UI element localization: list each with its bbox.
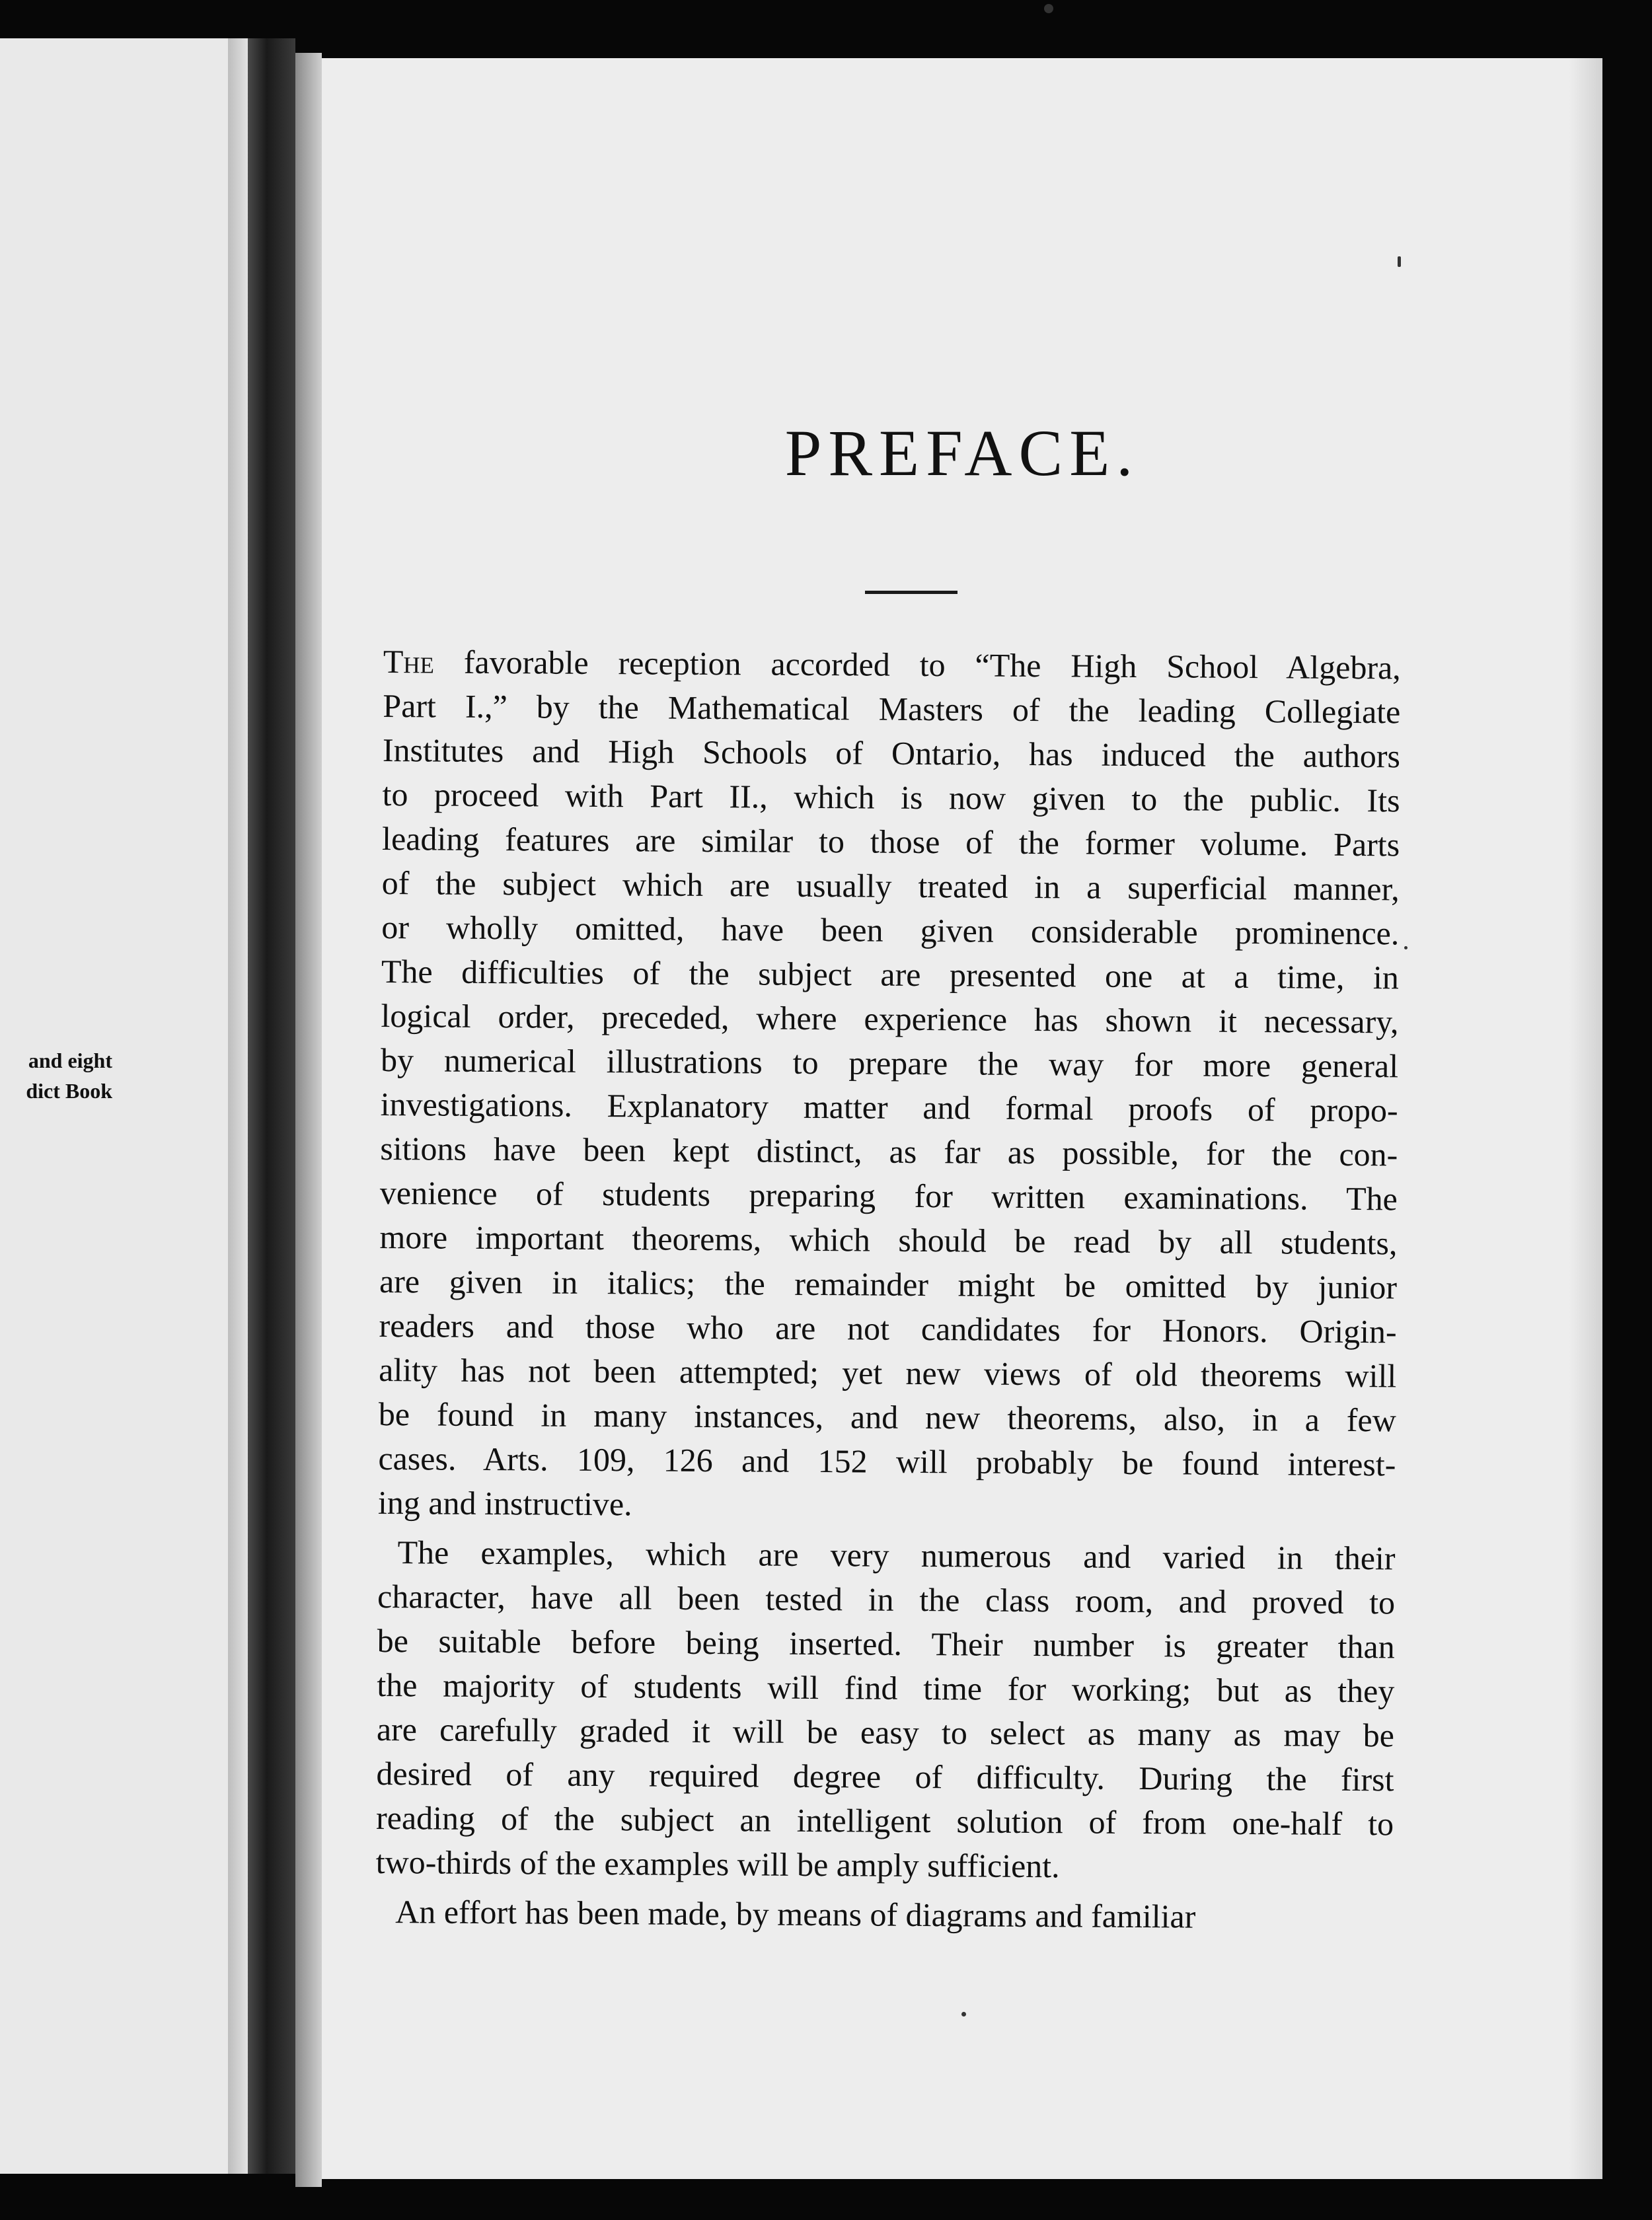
text-line bbox=[383, 640, 1401, 690]
text-line: character, have all been tested in the class room, and proved to bbox=[377, 1577, 1396, 1621]
page-edge-shadow bbox=[228, 38, 248, 2174]
text-line: ing and instructive. bbox=[377, 1483, 632, 1523]
text-line: logical order, preceded, where experience has shown it necessary, bbox=[381, 996, 1399, 1041]
text-line: Institutes and High Schools of Ontario, has induced the authors bbox=[382, 731, 1401, 775]
book-gutter bbox=[248, 38, 295, 2174]
text-line: or wholly omitted, have been given considerable prominence. bbox=[381, 908, 1400, 952]
line-text: favorable reception accorded to “The High School Algebra, bbox=[433, 643, 1401, 686]
previous-page-line: and eight bbox=[28, 1049, 112, 1072]
text-line: to proceed with Part II., which is now given to the public. Its bbox=[382, 775, 1400, 819]
text-line: readers and those who are not candidates for Honors. Origin- bbox=[379, 1306, 1397, 1350]
page-edge-shading bbox=[1569, 58, 1602, 2179]
text-line: sitions have been kept distinct, as far as possible, for the con- bbox=[380, 1129, 1398, 1173]
gutter-shading bbox=[295, 53, 322, 2187]
title-rule bbox=[865, 591, 957, 594]
text-line: venience of students preparing for written examinations. The bbox=[379, 1173, 1398, 1218]
text-line: The examples, which are very numerous and varied in their bbox=[397, 1534, 1396, 1577]
previous-page-fragment bbox=[0, 38, 228, 2174]
text-line: leading features are similar to those of the former volume. Parts bbox=[381, 819, 1400, 864]
text-line: investigations. Explanatory matter and formal proofs of propo- bbox=[380, 1085, 1398, 1129]
previous-page-line: dict Book bbox=[26, 1079, 112, 1103]
previous-page-text bbox=[0, 1045, 112, 1106]
text-line: desired of any required degree of difficulty. During the first bbox=[376, 1754, 1394, 1798]
text-line: the majority of students will find time for working; but as they bbox=[377, 1666, 1395, 1710]
text-line: be suitable before being inserted. Their number is greater than bbox=[377, 1621, 1395, 1666]
scan-speck bbox=[961, 2012, 966, 2016]
text-line: by numerical illustrations to prepare the way for more general bbox=[380, 1041, 1399, 1085]
text-line: more important theorems, which should be read by all students, bbox=[379, 1218, 1398, 1262]
text-line: Part I.,” by the Mathematical Masters of the leading Collegiate bbox=[383, 686, 1401, 731]
scan-speck bbox=[1044, 4, 1053, 13]
text-line: of the subject which are usually treated in a superficial manner, bbox=[381, 864, 1400, 908]
scan-speck bbox=[1398, 256, 1401, 267]
text-line: reading of the subject an intelligent solution of from one-half to bbox=[375, 1798, 1394, 1843]
text-line: are given in italics; the remainder might be omitted by junior bbox=[379, 1262, 1398, 1306]
scan-speck bbox=[1404, 946, 1408, 949]
text-line: ality has not been attempted; yet new views of old theorems will bbox=[379, 1350, 1397, 1395]
preface-page bbox=[322, 58, 1602, 2179]
lead-word: The bbox=[383, 642, 435, 681]
text-line: be found in many instances, and new theorems, also, in a few bbox=[378, 1395, 1396, 1439]
text-line: An effort has been made, by means of diagrams and familiar bbox=[395, 1893, 1196, 1935]
text-line: two-thirds of the examples will be amply sufficient. bbox=[375, 1843, 1060, 1885]
text-line: cases. Arts. 109, 126 and 152 will probably be found interest- bbox=[378, 1439, 1396, 1483]
preface-body bbox=[375, 640, 1401, 1940]
text-line: The difficulties of the subject are presented one at a time, in bbox=[381, 952, 1400, 996]
page-title: PREFACE. bbox=[784, 416, 1140, 490]
text-line: are carefully graded it will be easy to select as many as may be bbox=[376, 1710, 1395, 1754]
